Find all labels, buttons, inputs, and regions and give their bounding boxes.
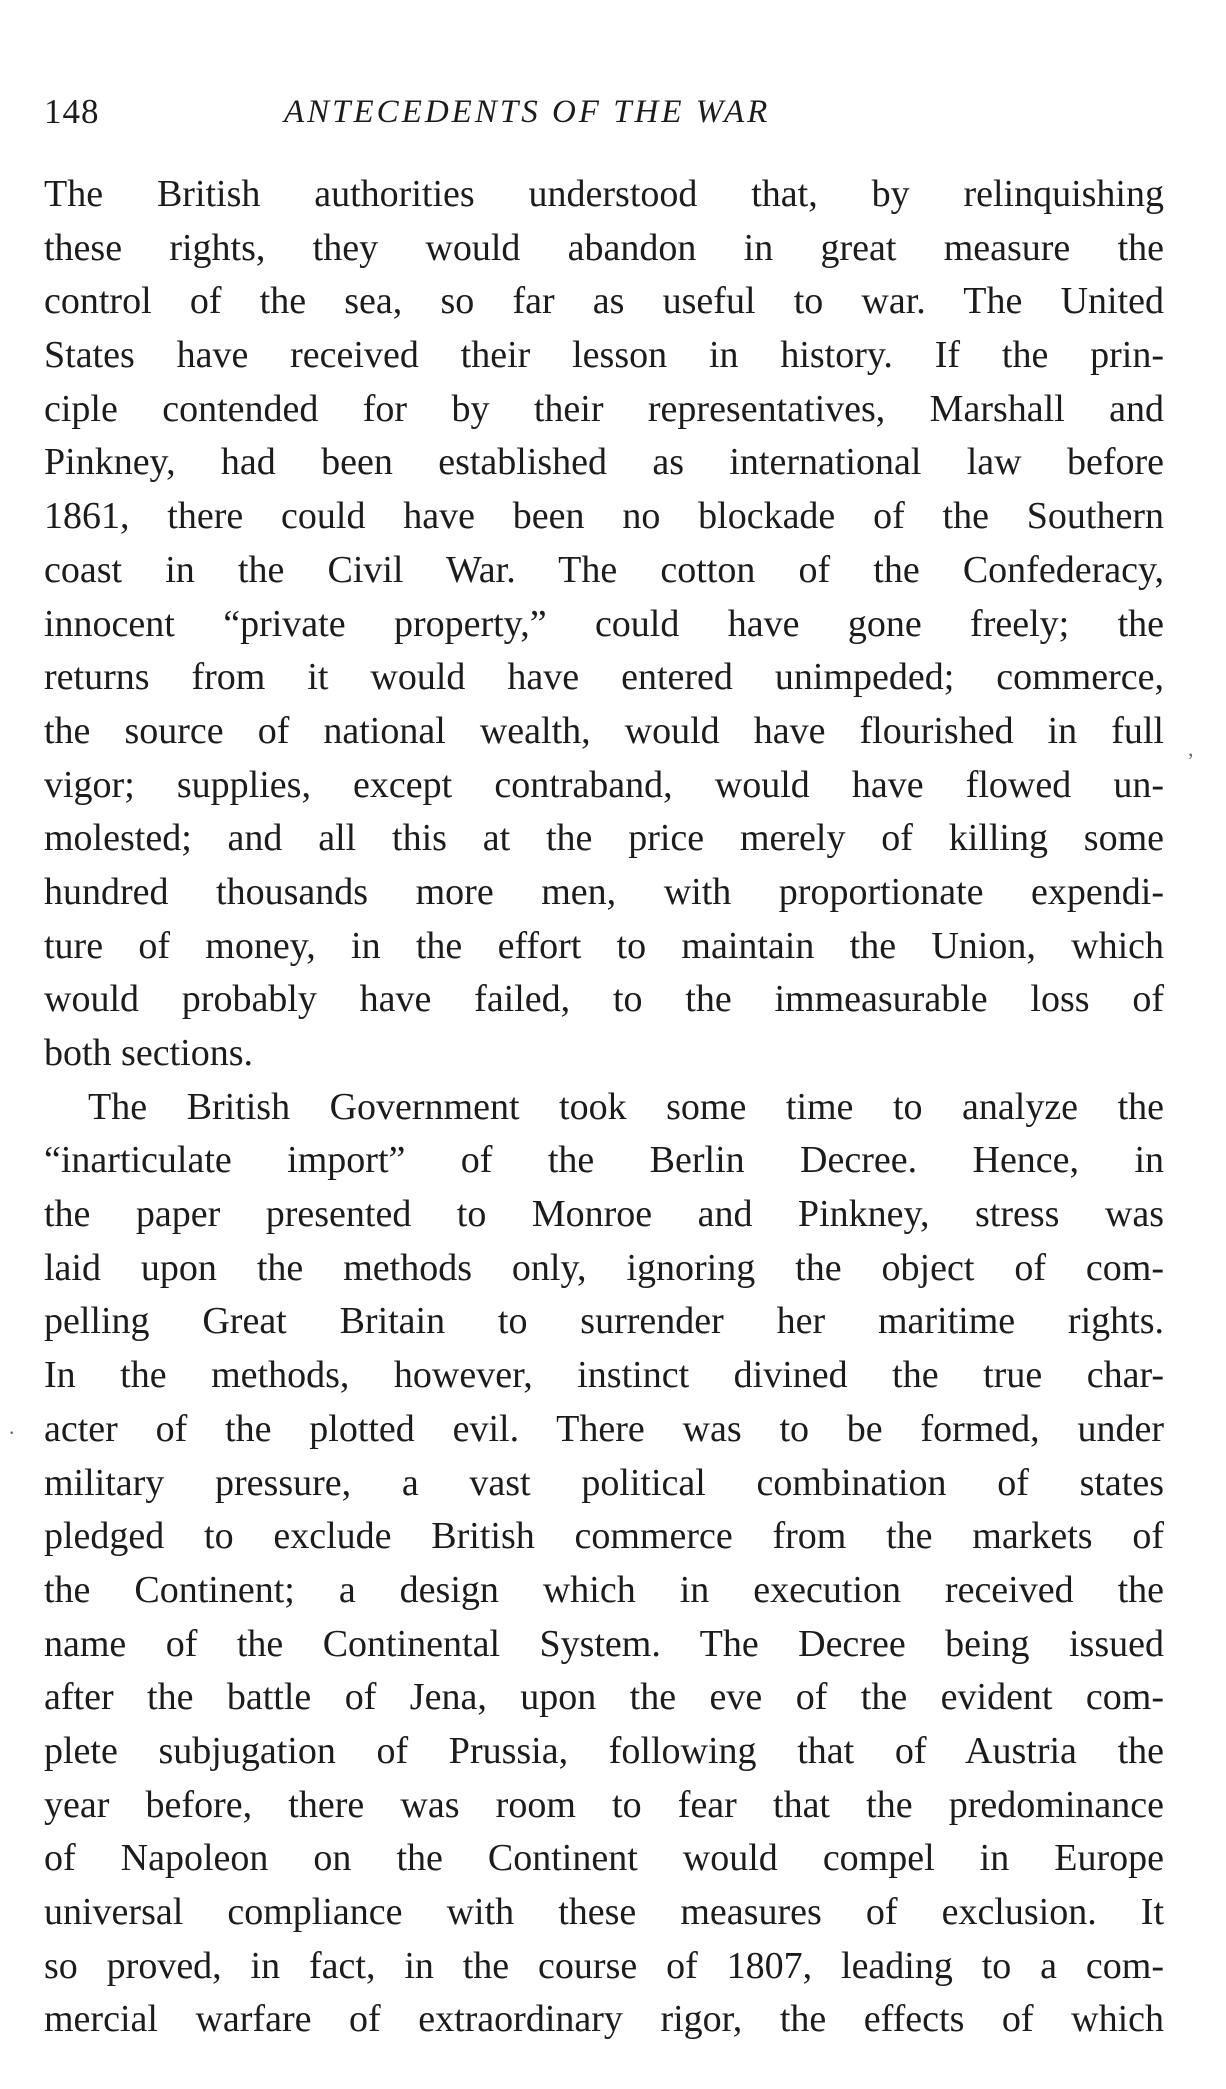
paragraph — [44, 1081, 1164, 2047]
paragraph — [44, 168, 1164, 1081]
text-line: the source of national wealth, would have flourished in full — [44, 709, 1164, 752]
text-line: these rights, they would abandon in great measure the — [44, 226, 1164, 269]
text-line: name of the Continental System. The Decree being issued — [44, 1622, 1164, 1665]
text-line: In the methods, however, instinct divined the true char- — [44, 1354, 1164, 1397]
text-line: plete subjugation of Prussia, following that of Austria the — [44, 1729, 1164, 1772]
text-line: 1861, there could have been no blockade of the Southern — [44, 495, 1164, 538]
page-header — [44, 88, 1174, 136]
text-line: year before, there was room to fear that the predominance — [44, 1783, 1164, 1826]
text-line: so proved, in fact, in the course of 1807, leading to a com- — [44, 1944, 1164, 1987]
text-line: after the battle of Jena, upon the eve of the evident com- — [44, 1676, 1164, 1719]
text-line: States have received their lesson in history. If the prin- — [44, 334, 1164, 377]
text-line: coast in the Civil War. The cotton of the Confederacy, — [44, 548, 1164, 591]
running-head: ANTECEDENTS OF THE WAR — [284, 94, 771, 130]
body-text — [44, 168, 1164, 2047]
text-line: of Napoleon on the Continent would compel in Europe — [44, 1837, 1164, 1880]
text-line: acter of the plotted evil. There was to be formed, under — [44, 1407, 1164, 1450]
text-line: ciple contended for by their representatives, Marshall and — [44, 387, 1164, 430]
text-line: ture of money, in the effort to maintain the Union, which — [44, 924, 1164, 967]
text-line: universal compliance with these measures of exclusion. It — [44, 1891, 1164, 1933]
text-line: both sections. — [44, 1032, 253, 1074]
text-line: The British authorities understood that, by relinquishing — [44, 173, 1164, 215]
text-line: control of the sea, so far as useful to war. The United — [44, 280, 1164, 323]
text-line: military pressure, a vast political combination of states — [44, 1461, 1164, 1504]
text-line: vigor; supplies, except contraband, would have flowed un- — [44, 763, 1164, 806]
text-line: The British Government took some time to analyze the — [88, 1085, 1164, 1128]
text-line: mercial warfare of extraordinary rigor, the effects of which — [44, 1998, 1164, 2041]
text-line: hundred thousands more men, with proportionate expendi- — [44, 870, 1164, 913]
margin-speck: · — [8, 1420, 16, 1445]
margin-speck: , — [1188, 736, 1194, 761]
page-number: 148 — [44, 92, 100, 131]
text-line: the paper presented to Monroe and Pinkney, stress was — [44, 1193, 1164, 1236]
text-line: innocent “private property,” could have gone freely; the — [44, 602, 1164, 645]
text-line: “inarticulate import” of the Berlin Decree. Hence, in — [44, 1139, 1164, 1182]
text-line: pelling Great Britain to surrender her maritime rights. — [44, 1300, 1164, 1343]
text-line: Pinkney, had been established as international law before — [44, 441, 1164, 484]
text-line: laid upon the methods only, ignoring the object of com- — [44, 1246, 1164, 1289]
text-line: pledged to exclude British commerce from the markets of — [44, 1515, 1164, 1558]
text-line: the Continent; a design which in execution received the — [44, 1568, 1164, 1611]
text-line: returns from it would have entered unimpeded; commerce, — [44, 656, 1164, 699]
text-line: would probably have failed, to the immeasurable loss of — [44, 978, 1164, 1021]
text-line: molested; and all this at the price merely of killing some — [44, 817, 1164, 860]
